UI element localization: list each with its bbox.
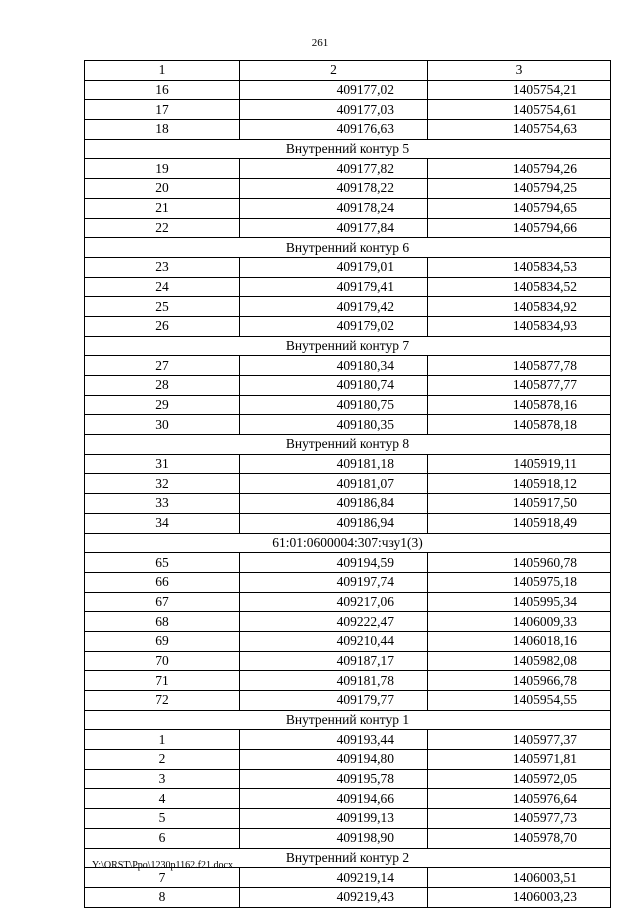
table-row [85, 257, 611, 277]
x-coordinate-cell: 409187,17 [240, 651, 428, 671]
x-coordinate-cell: 409178,22 [240, 179, 428, 199]
coordinates-table-body [85, 61, 611, 908]
point-number-cell: 20 [85, 179, 240, 199]
x-coordinate-cell: 409194,59 [240, 553, 428, 573]
point-number-cell: 3 [85, 769, 240, 789]
x-coordinate-cell: 409176,63 [240, 120, 428, 140]
x-coordinate-cell: 409179,41 [240, 277, 428, 297]
table-row [85, 572, 611, 592]
point-number-cell: 4 [85, 789, 240, 809]
y-coordinate-cell: 1405754,61 [428, 100, 611, 120]
x-coordinate-cell: 409177,03 [240, 100, 428, 120]
x-coordinate-cell: 409193,44 [240, 730, 428, 750]
x-coordinate-cell: 409178,24 [240, 198, 428, 218]
x-coordinate-cell: 409180,34 [240, 356, 428, 376]
coordinates-table [84, 60, 611, 908]
x-coordinate-cell: 409198,90 [240, 828, 428, 848]
table-row [85, 218, 611, 238]
table-row [85, 415, 611, 435]
point-number-cell: 23 [85, 257, 240, 277]
point-number-cell: 28 [85, 376, 240, 396]
table-row [85, 631, 611, 651]
point-number-cell: 6 [85, 828, 240, 848]
table-row [85, 297, 611, 317]
section-row [85, 336, 611, 356]
x-coordinate-cell: 409177,02 [240, 80, 428, 100]
y-coordinate-cell: 1405834,92 [428, 297, 611, 317]
x-coordinate-cell: 409222,47 [240, 612, 428, 632]
y-coordinate-cell: 1405978,70 [428, 828, 611, 848]
table-row [85, 553, 611, 573]
y-coordinate-cell: 1405971,81 [428, 750, 611, 770]
section-row [85, 139, 611, 159]
point-number-cell: 7 [85, 868, 240, 888]
point-number-cell: 72 [85, 691, 240, 711]
header-cell-1: 1 [85, 61, 240, 81]
section-title: Внутренний контур 8 [85, 435, 611, 455]
table-header-row [85, 61, 611, 81]
y-coordinate-cell: 1406009,33 [428, 612, 611, 632]
table-row [85, 789, 611, 809]
y-coordinate-cell: 1405976,64 [428, 789, 611, 809]
page-number: 261 [311, 37, 329, 49]
table-row [85, 651, 611, 671]
x-coordinate-cell: 409177,84 [240, 218, 428, 238]
footer-file-path: Y:\ORST\Ppo\1230p1162.f21.docx [92, 860, 233, 871]
table-row [85, 198, 611, 218]
table-row [85, 809, 611, 829]
point-number-cell: 27 [85, 356, 240, 376]
x-coordinate-cell: 409179,02 [240, 316, 428, 336]
x-coordinate-cell: 409179,01 [240, 257, 428, 277]
section-title: Внутренний контур 6 [85, 238, 611, 258]
point-number-cell: 68 [85, 612, 240, 632]
section-title: Внутренний контур 5 [85, 139, 611, 159]
y-coordinate-cell: 1405834,52 [428, 277, 611, 297]
y-coordinate-cell: 1405975,18 [428, 572, 611, 592]
y-coordinate-cell: 1405918,12 [428, 474, 611, 494]
y-coordinate-cell: 1405754,21 [428, 80, 611, 100]
x-coordinate-cell: 409210,44 [240, 631, 428, 651]
point-number-cell: 18 [85, 120, 240, 140]
section-title: Внутренний контур 7 [85, 336, 611, 356]
point-number-cell: 22 [85, 218, 240, 238]
point-number-cell: 32 [85, 474, 240, 494]
point-number-cell: 66 [85, 572, 240, 592]
y-coordinate-cell: 1405918,49 [428, 513, 611, 533]
y-coordinate-cell: 1405834,53 [428, 257, 611, 277]
x-coordinate-cell: 409199,13 [240, 809, 428, 829]
x-coordinate-cell: 409180,75 [240, 395, 428, 415]
x-coordinate-cell: 409186,84 [240, 494, 428, 514]
y-coordinate-cell: 1406003,23 [428, 887, 611, 907]
section-row [85, 710, 611, 730]
table-row [85, 376, 611, 396]
table-row [85, 828, 611, 848]
table-row [85, 179, 611, 199]
y-coordinate-cell: 1405794,65 [428, 198, 611, 218]
point-number-cell: 65 [85, 553, 240, 573]
x-coordinate-cell: 409186,94 [240, 513, 428, 533]
point-number-cell: 25 [85, 297, 240, 317]
y-coordinate-cell: 1405834,93 [428, 316, 611, 336]
section-title: Внутренний контур 2 [85, 848, 611, 868]
table-row [85, 592, 611, 612]
table-row [85, 769, 611, 789]
table-row [85, 159, 611, 179]
point-number-cell: 71 [85, 671, 240, 691]
x-coordinate-cell: 409181,07 [240, 474, 428, 494]
y-coordinate-cell: 1405960,78 [428, 553, 611, 573]
x-coordinate-cell: 409180,74 [240, 376, 428, 396]
table-row [85, 691, 611, 711]
y-coordinate-cell: 1405919,11 [428, 454, 611, 474]
section-title: Внутренний контур 1 [85, 710, 611, 730]
table-row [85, 277, 611, 297]
y-coordinate-cell: 1405954,55 [428, 691, 611, 711]
table-row [85, 494, 611, 514]
table-row [85, 80, 611, 100]
x-coordinate-cell: 409179,77 [240, 691, 428, 711]
y-coordinate-cell: 1405754,63 [428, 120, 611, 140]
y-coordinate-cell: 1405877,78 [428, 356, 611, 376]
table-row [85, 750, 611, 770]
point-number-cell: 19 [85, 159, 240, 179]
y-coordinate-cell: 1405982,08 [428, 651, 611, 671]
table-row [85, 454, 611, 474]
point-number-cell: 17 [85, 100, 240, 120]
table-row [85, 671, 611, 691]
point-number-cell: 31 [85, 454, 240, 474]
x-coordinate-cell: 409181,78 [240, 671, 428, 691]
table-row [85, 100, 611, 120]
point-number-cell: 34 [85, 513, 240, 533]
point-number-cell: 69 [85, 631, 240, 651]
point-number-cell: 67 [85, 592, 240, 612]
y-coordinate-cell: 1406003,51 [428, 868, 611, 888]
x-coordinate-cell: 409194,66 [240, 789, 428, 809]
x-coordinate-cell: 409177,82 [240, 159, 428, 179]
point-number-cell: 5 [85, 809, 240, 829]
table-row [85, 474, 611, 494]
table-row [85, 120, 611, 140]
section-row [85, 238, 611, 258]
point-number-cell: 33 [85, 494, 240, 514]
y-coordinate-cell: 1405794,26 [428, 159, 611, 179]
point-number-cell: 2 [85, 750, 240, 770]
section-row [85, 435, 611, 455]
y-coordinate-cell: 1405917,50 [428, 494, 611, 514]
y-coordinate-cell: 1405995,34 [428, 592, 611, 612]
table-row [85, 356, 611, 376]
table-row [85, 316, 611, 336]
x-coordinate-cell: 409217,06 [240, 592, 428, 612]
header-cell-2: 2 [240, 61, 428, 81]
y-coordinate-cell: 1405977,37 [428, 730, 611, 750]
x-coordinate-cell: 409180,35 [240, 415, 428, 435]
point-number-cell: 16 [85, 80, 240, 100]
table-row [85, 887, 611, 907]
point-number-cell: 1 [85, 730, 240, 750]
x-coordinate-cell: 409195,78 [240, 769, 428, 789]
point-number-cell: 24 [85, 277, 240, 297]
y-coordinate-cell: 1405966,78 [428, 671, 611, 691]
y-coordinate-cell: 1405878,16 [428, 395, 611, 415]
y-coordinate-cell: 1405794,25 [428, 179, 611, 199]
y-coordinate-cell: 1405794,66 [428, 218, 611, 238]
table-row [85, 612, 611, 632]
y-coordinate-cell: 1406018,16 [428, 631, 611, 651]
table-row [85, 513, 611, 533]
y-coordinate-cell: 1405878,18 [428, 415, 611, 435]
x-coordinate-cell: 409219,14 [240, 868, 428, 888]
section-title: 61:01:0600004:307:чзу1(3) [85, 533, 611, 553]
x-coordinate-cell: 409181,18 [240, 454, 428, 474]
point-number-cell: 21 [85, 198, 240, 218]
y-coordinate-cell: 1405977,73 [428, 809, 611, 829]
x-coordinate-cell: 409219,43 [240, 887, 428, 907]
point-number-cell: 70 [85, 651, 240, 671]
table-row [85, 395, 611, 415]
table-row [85, 730, 611, 750]
section-row [85, 533, 611, 553]
point-number-cell: 30 [85, 415, 240, 435]
x-coordinate-cell: 409179,42 [240, 297, 428, 317]
point-number-cell: 29 [85, 395, 240, 415]
header-cell-3: 3 [428, 61, 611, 81]
y-coordinate-cell: 1405972,05 [428, 769, 611, 789]
x-coordinate-cell: 409197,74 [240, 572, 428, 592]
point-number-cell: 26 [85, 316, 240, 336]
x-coordinate-cell: 409194,80 [240, 750, 428, 770]
y-coordinate-cell: 1405877,77 [428, 376, 611, 396]
point-number-cell: 8 [85, 887, 240, 907]
